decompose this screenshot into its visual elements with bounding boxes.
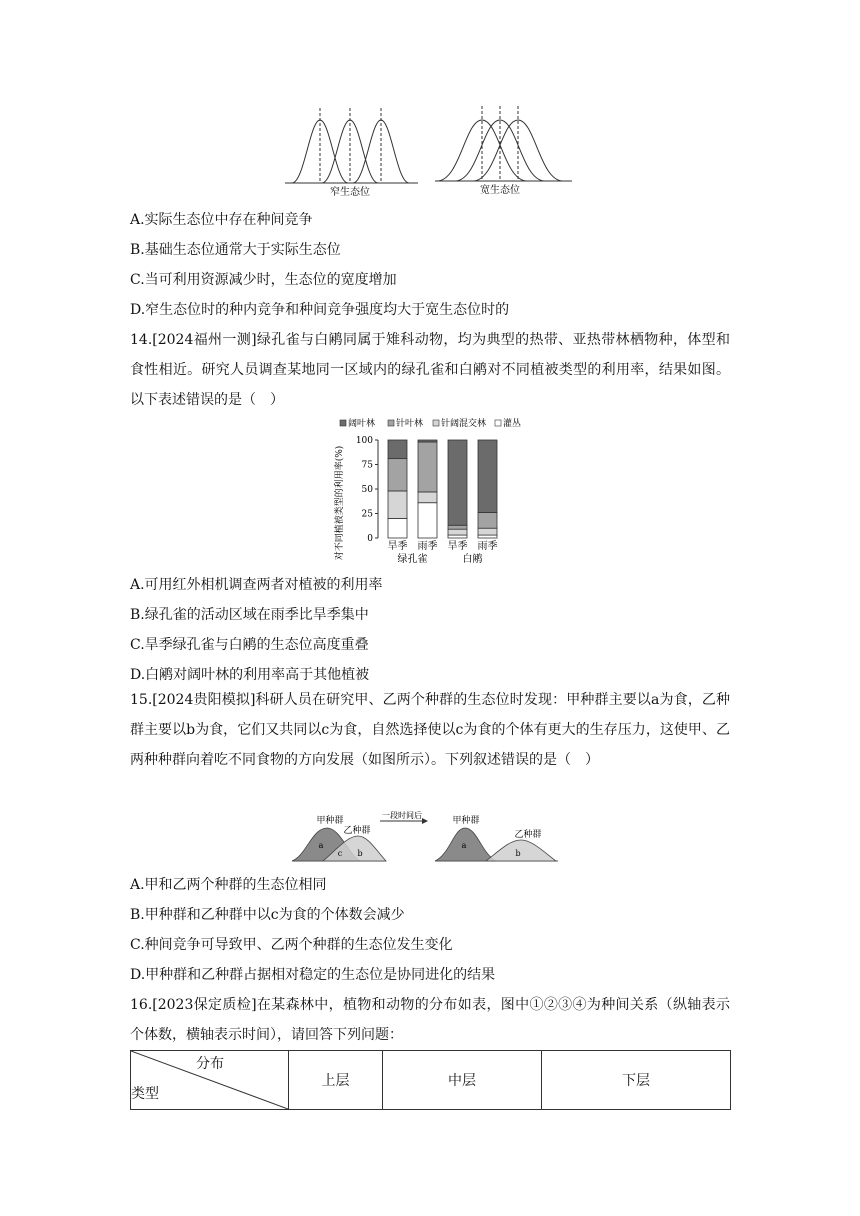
chart-legend <box>340 417 521 429</box>
niche-figure <box>280 100 580 200</box>
legend-label: 灌丛 <box>503 419 522 429</box>
y-tick-label: 0 <box>367 534 373 544</box>
bar-segment <box>478 528 497 535</box>
bar-segment <box>448 535 467 538</box>
bar-segment <box>388 491 407 518</box>
bar-segment <box>478 513 497 529</box>
bar-segment <box>478 535 497 538</box>
pop-b-label-2: 乙种群 <box>514 830 542 840</box>
corner-top-label: 分布 <box>196 1056 224 1072</box>
corner-bottom-label: 类型 <box>131 1086 159 1102</box>
q13-option-d: D.窄生态位时的种内竞争和种间竞争强度均大于宽生态位时的 <box>130 302 510 318</box>
food-c-label-1: c <box>337 849 343 858</box>
q15-option-a: A.甲和乙两个种群的生态位相同 <box>130 877 327 893</box>
legend-label: 针阔混交林 <box>441 419 487 429</box>
legend-swatch <box>340 420 346 426</box>
x-tick-label: 雨季 <box>477 541 498 552</box>
legend-swatch <box>388 420 394 426</box>
arrow-label: 一段时间后 <box>382 811 422 820</box>
distribution-table <box>130 1050 731 1110</box>
bar-segment <box>448 440 467 525</box>
q16-stem: 16.[2023保定质检]在某森林中，植物和动物的分布如表，图中①②③④为种间关系（纵轴表示个体数，横轴表示时间），请回答下列问题： <box>130 997 730 1043</box>
food-b-label-1: b <box>357 849 363 858</box>
header-lower: 下层 <box>542 1051 731 1110</box>
pop-b-label-1: 乙种群 <box>343 826 371 836</box>
q14-stem: 14.[2024福州一测]绿孔雀与白鹇同属于雉科动物，均为典型的热带、亚热带林栖物种，体型和食性相近。研究人员调查某地同一区域内的绿孔雀和白鹇对不同植被类型的利用率，结果如图。以下表述错误的是（ ） <box>130 332 730 408</box>
chart-y-axis-label: 对不同植被类型的利用率(%) <box>335 445 345 561</box>
header-middle: 中层 <box>383 1051 542 1110</box>
q14-option-d: D.白鹇对阔叶林的利用率高于其他植被 <box>130 667 370 683</box>
x-tick-label: 旱季 <box>447 541 468 552</box>
q13-option-c: C.当可利用资源减少时，生态位的宽度增加 <box>130 272 397 288</box>
bar-segment <box>418 503 437 538</box>
bar-segment <box>418 442 437 492</box>
chart-axes <box>356 436 378 544</box>
x-tick-label: 旱季 <box>387 541 408 552</box>
legend-swatch <box>495 420 501 426</box>
bar-segment <box>478 440 497 513</box>
food-a-label-2: a <box>461 841 467 850</box>
legend-label: 阔叶林 <box>348 419 376 429</box>
wide-niche-label: 宽生态位 <box>480 185 520 196</box>
y-tick-label: 100 <box>355 436 373 446</box>
bar-segment <box>418 492 437 503</box>
chart-x-labels <box>388 539 498 565</box>
food-b-label-2: b <box>515 849 521 858</box>
population-niche-figure <box>290 810 560 865</box>
narrow-niche-label: 窄生态位 <box>330 187 370 198</box>
q13-option-a: A.实际生态位中存在种间竞争 <box>130 212 313 228</box>
food-a-label-1: a <box>318 841 324 850</box>
y-tick-label: 75 <box>361 460 373 471</box>
q15-option-c: C.种间竞争可导致甲、乙两个种群的生态位发生变化 <box>130 937 453 953</box>
bar-segment <box>388 459 407 491</box>
x-group-label: 绿孔雀 <box>397 554 428 565</box>
table-corner-cell <box>131 1051 289 1110</box>
q14-option-b: B.绿孔雀的活动区域在雨季比旱季集中 <box>130 607 369 623</box>
legend-label: 针叶林 <box>396 419 424 429</box>
x-group-label: 白鹇 <box>462 554 483 565</box>
pop-a-label-1: 甲种群 <box>316 816 344 826</box>
chart-bars <box>388 440 497 538</box>
bar-segment <box>448 529 467 535</box>
q15-stem: 15.[2024贵阳模拟]科研人员在研究甲、乙两个种群的生态位时发现：甲种群主要以a为食，乙种群主要以b为食，它们又共同以c为食，自然选择使以c为食的个体有更大的生存压力，这使甲、乙两种种群向着吃不同食物的方向发展（如图所示）。下列叙述错误的是（ ） <box>130 692 730 768</box>
bar-segment <box>388 518 407 538</box>
q14-option-c: C.旱季绿孔雀与白鹇的生态位高度重叠 <box>130 637 369 653</box>
y-tick-label: 25 <box>361 509 373 520</box>
bar-segment <box>448 525 467 529</box>
vegetation-usage-chart <box>330 415 530 570</box>
x-tick-label: 雨季 <box>417 541 438 552</box>
legend-swatch <box>433 420 439 426</box>
q15-option-d: D.甲种群和乙种群占据相对稳定的生态位是协同进化的结果 <box>130 967 496 983</box>
bar-segment <box>388 440 407 459</box>
table-header-row <box>131 1051 731 1110</box>
bar-segment <box>418 440 437 442</box>
pop-a-label-2: 甲种群 <box>452 816 480 826</box>
q15-option-b: B.甲种群和乙种群中以c为食的个体数会减少 <box>130 907 405 923</box>
y-tick-label: 50 <box>361 485 373 495</box>
header-upper: 上层 <box>289 1051 383 1110</box>
q14-option-a: A.可用红外相机调查两者对植被的利用率 <box>130 577 383 593</box>
q13-option-b: B.基础生态位通常大于实际生态位 <box>130 242 341 258</box>
